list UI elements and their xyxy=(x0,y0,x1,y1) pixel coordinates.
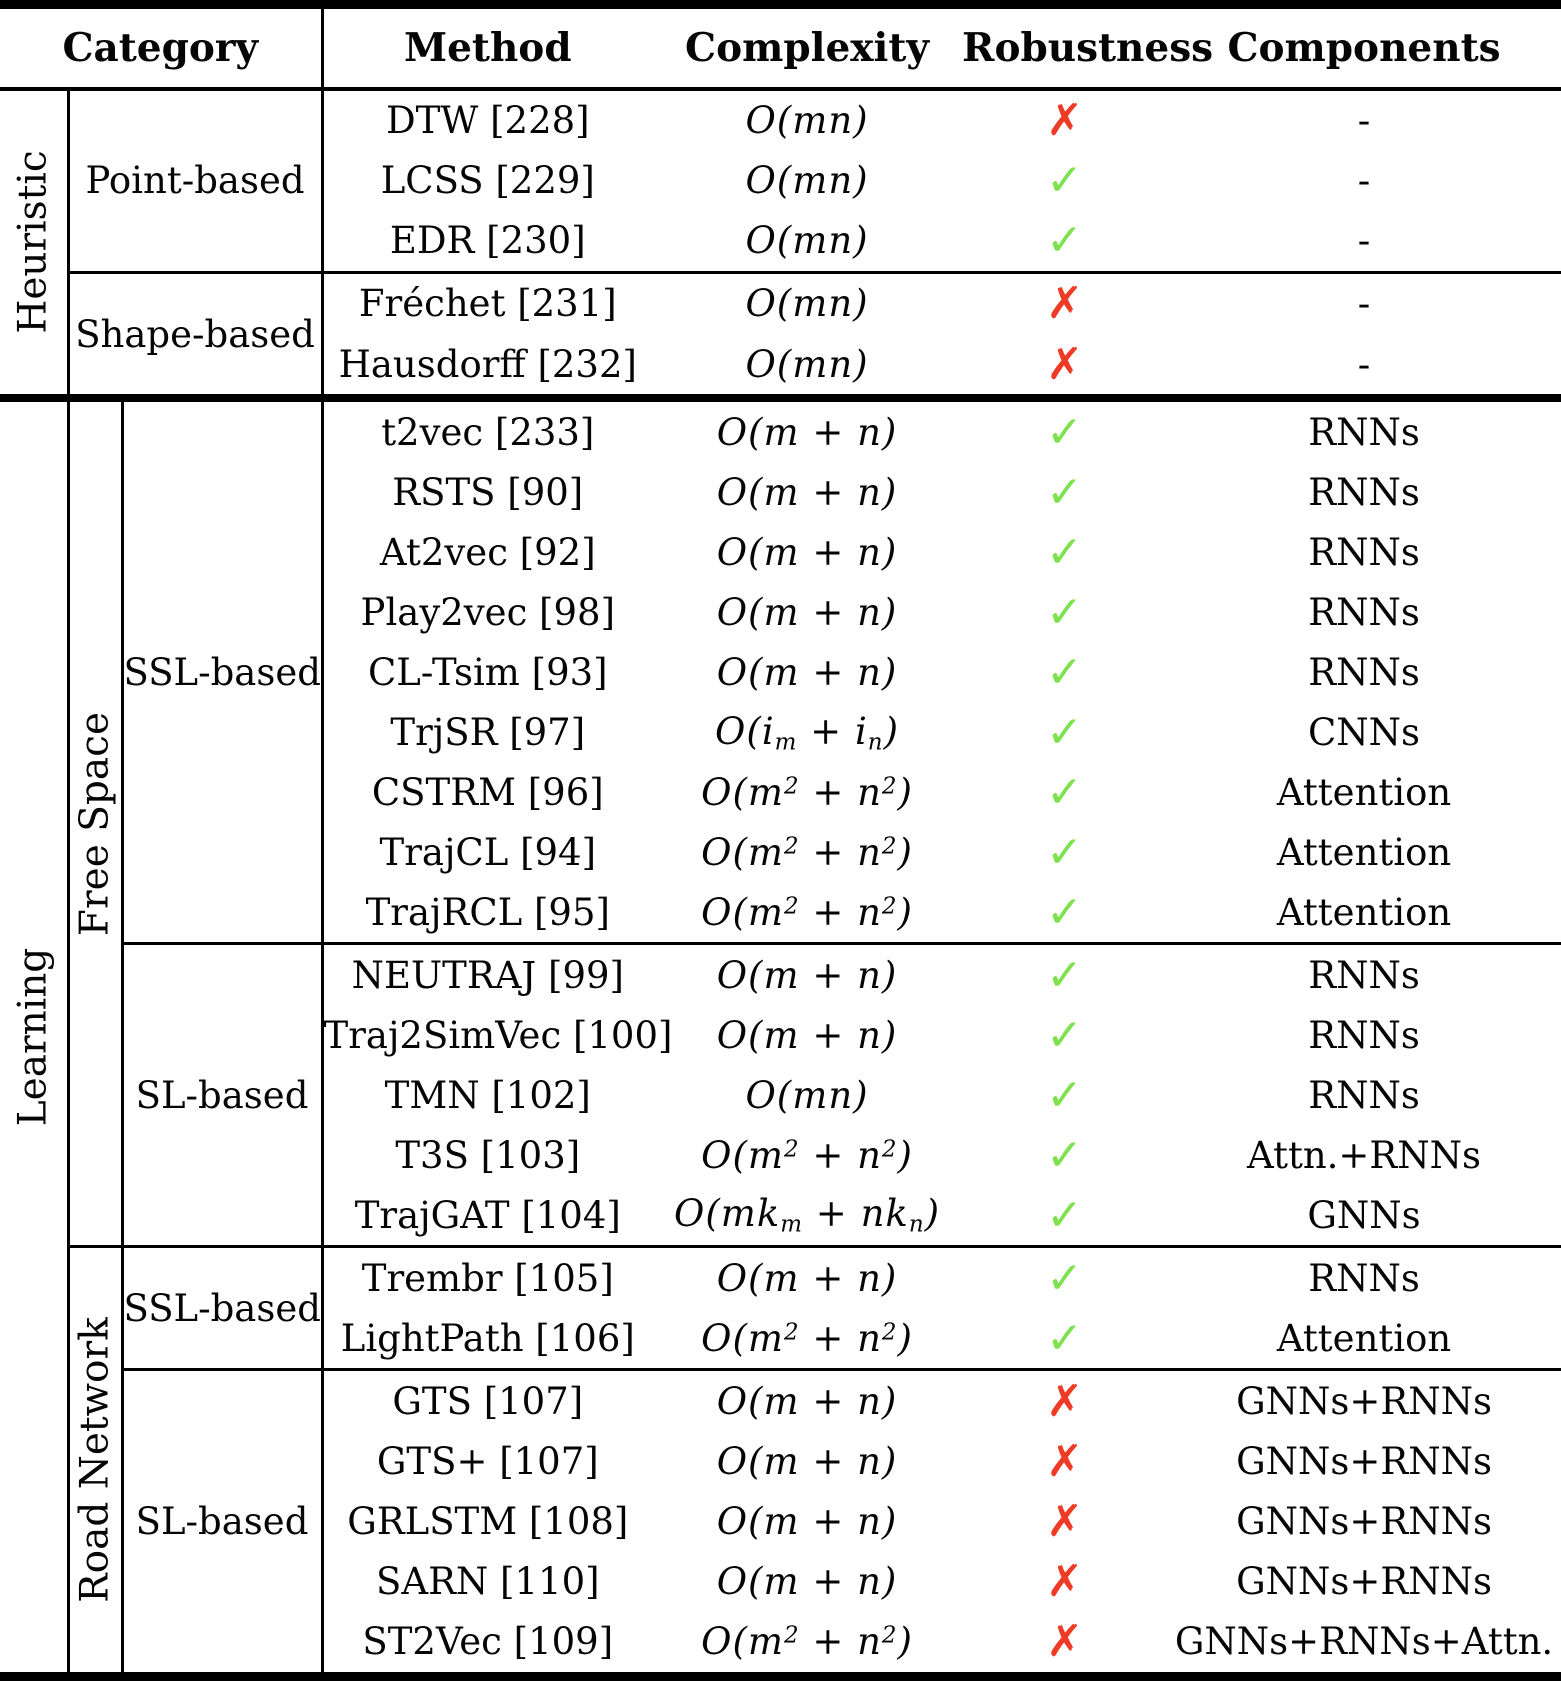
robustness-mark: ✓ xyxy=(1046,1009,1083,1061)
subgroup-sl-based-free-space: SL-based xyxy=(122,944,322,1247)
components-cell: - xyxy=(1357,99,1371,143)
complexity-cell: O(mn) xyxy=(745,159,869,203)
complexity-cell: $O(mk_m + nk_n)$ xyxy=(652,1185,962,1247)
rowgroup-learning xyxy=(0,398,68,1676)
method-cell: TrajGAT [104] xyxy=(322,1185,652,1247)
column-header-method: Method xyxy=(322,5,652,89)
method-cell: RSTS [90] xyxy=(392,471,584,515)
components-cell: GNNs+RNNs xyxy=(1236,1559,1492,1603)
method-cell: ST2Vec [109] xyxy=(362,1620,614,1664)
method-cell: DTW [228] xyxy=(385,99,590,143)
method-cell: At2vec [92] xyxy=(379,531,596,575)
table-row xyxy=(0,89,1561,151)
components-cell: Attn.+RNNs xyxy=(1247,1133,1482,1177)
table-row xyxy=(0,1247,1561,1309)
complexity-cell: $O(m^2 + n^2)$ xyxy=(652,1308,962,1370)
subgroup-sl-based-road-network: SL-based xyxy=(122,1370,322,1677)
components-cell: - xyxy=(1167,334,1561,399)
components-cell: GNNs+RNNs xyxy=(1236,1499,1492,1543)
robustness-mark: ✗ xyxy=(962,334,1167,399)
robustness-mark: ✗ xyxy=(1046,278,1083,330)
method-cell: NEUTRAJ [99] xyxy=(351,953,624,997)
complexity-cell: O(mn) xyxy=(745,1073,869,1117)
complexity-cell: O(m + n) xyxy=(716,651,898,695)
subgroup-ssl-based-road-network: SSL-based xyxy=(122,1247,322,1370)
column-header-category: Category xyxy=(0,5,322,89)
robustness-mark: ✓ xyxy=(1046,467,1083,519)
method-cell: Hausdorff [232] xyxy=(322,334,652,399)
components-cell: Attention xyxy=(1167,1308,1561,1370)
rowgroup-heuristic-label: Heuristic xyxy=(10,150,56,335)
complexity-cell: O(m + n) xyxy=(716,471,898,515)
components-cell: GNNs+RNNs xyxy=(1236,1380,1492,1424)
complexity-cell: $O(m^2 + n^2)$ xyxy=(701,1620,913,1664)
table-row xyxy=(0,1370,1561,1432)
complexity-cell: O(m + n) xyxy=(716,1499,898,1543)
robustness-mark: ✓ xyxy=(1046,407,1083,459)
complexity-cell: O(m + n) xyxy=(716,411,898,455)
robustness-mark: ✗ xyxy=(1046,1436,1083,1488)
robustness-mark: ✓ xyxy=(1046,1069,1083,1121)
complexity-cell: $O(m^2 + n^2)$ xyxy=(701,830,913,874)
components-cell: GNNs xyxy=(1167,1185,1561,1247)
components-cell: Attention xyxy=(1167,882,1561,944)
method-cell: Traj2SimVec [100] xyxy=(323,1013,673,1057)
robustness-mark: ✓ xyxy=(1046,587,1083,639)
rowgroup-road-network-label: Road Network xyxy=(72,1317,118,1603)
method-cell: TrjSR [97] xyxy=(390,710,586,754)
robustness-mark: ✓ xyxy=(962,211,1167,273)
components-cell: GNNs+RNNs xyxy=(1236,1440,1492,1484)
method-cell: Play2vec [98] xyxy=(360,591,616,635)
table-row xyxy=(0,398,1561,463)
components-cell: RNNs xyxy=(1308,471,1420,515)
method-cell: TrajRCL [95] xyxy=(322,882,652,944)
components-cell: - xyxy=(1167,211,1561,273)
rowgroup-road-network xyxy=(68,1247,122,1677)
complexity-cell: O(mn) xyxy=(745,282,869,326)
complexity-cell: $O(m^2 + n^2)$ xyxy=(652,882,962,944)
column-header-robustness: Robustness xyxy=(962,5,1167,89)
method-cell: LCSS [229] xyxy=(380,159,595,203)
components-cell: RNNs xyxy=(1308,1256,1420,1300)
method-cell: GTS+ [107] xyxy=(376,1440,599,1484)
method-cell: EDR [230] xyxy=(322,211,652,273)
header-row xyxy=(0,5,1561,89)
complexity-cell: O(m + n) xyxy=(716,1559,898,1603)
method-cell: LightPath [106] xyxy=(322,1308,652,1370)
complexity-cell: O(m + n) xyxy=(716,1380,898,1424)
method-cell: GTS [107] xyxy=(392,1380,584,1424)
subgroup-ssl-based-free-space: SSL-based xyxy=(122,398,322,943)
rowgroup-learning-label: Learning xyxy=(10,947,56,1127)
method-cell: GRLSTM [108] xyxy=(347,1499,629,1543)
robustness-mark: ✓ xyxy=(962,1308,1167,1370)
robustness-mark: ✗ xyxy=(1046,1376,1083,1428)
method-cell: Fréchet [231] xyxy=(358,282,617,326)
complexity-cell: O(m + n) xyxy=(716,953,898,997)
robustness-mark: ✓ xyxy=(1046,527,1083,579)
robustness-mark: ✓ xyxy=(1046,1252,1083,1304)
components-cell: RNNs xyxy=(1308,953,1420,997)
robustness-mark: ✓ xyxy=(1046,155,1083,207)
column-header-complexity: Complexity xyxy=(652,5,962,89)
complexity-cell: O(mn) xyxy=(652,211,962,273)
complexity-cell: $O(m^2 + n^2)$ xyxy=(701,1133,913,1177)
method-cell: TMN [102] xyxy=(384,1073,591,1117)
method-cell: t2vec [233] xyxy=(381,411,595,455)
robustness-mark: ✓ xyxy=(962,1185,1167,1247)
method-cell: CL-Tsim [93] xyxy=(367,651,608,695)
components-cell: RNNs xyxy=(1308,1073,1420,1117)
components-cell: RNNs xyxy=(1308,651,1420,695)
table-row xyxy=(0,944,1561,1006)
complexity-cell: O(m + n) xyxy=(716,591,898,635)
components-cell: RNNs xyxy=(1308,1013,1420,1057)
robustness-mark: ✗ xyxy=(1046,1616,1083,1668)
complexity-cell: $O(i_m + i_n)$ xyxy=(715,709,899,756)
table-header xyxy=(0,5,1561,89)
complexity-cell: O(m + n) xyxy=(716,1256,898,1300)
robustness-mark: ✓ xyxy=(1046,706,1083,758)
robustness-mark: ✓ xyxy=(1046,647,1083,699)
table-row xyxy=(0,272,1561,334)
method-cell: T3S [103] xyxy=(395,1133,581,1177)
components-cell: RNNs xyxy=(1308,531,1420,575)
components-cell: RNNs xyxy=(1308,591,1420,635)
complexity-cell: $O(m^2 + n^2)$ xyxy=(701,770,913,814)
complexity-cell: O(mn) xyxy=(652,334,962,399)
robustness-mark: ✗ xyxy=(1046,95,1083,147)
components-cell: GNNs+RNNs+Attn. xyxy=(1174,1620,1554,1664)
table-body xyxy=(0,89,1561,1677)
column-header-components: Components xyxy=(1167,5,1561,89)
rowgroup-free-space-label: Free Space xyxy=(72,711,118,936)
components-cell: - xyxy=(1357,282,1371,326)
subgroup-point-based: Point-based xyxy=(68,89,322,273)
robustness-mark: ✓ xyxy=(1046,1129,1083,1181)
robustness-mark: ✓ xyxy=(1046,826,1083,878)
robustness-mark: ✓ xyxy=(1046,766,1083,818)
components-cell: CNNs xyxy=(1308,710,1421,754)
robustness-mark: ✗ xyxy=(1046,1555,1083,1607)
subgroup-shape-based: Shape-based xyxy=(68,272,322,398)
complexity-cell: O(mn) xyxy=(745,99,869,143)
components-cell: Attention xyxy=(1276,770,1452,814)
robustness-mark: ✓ xyxy=(1046,949,1083,1001)
method-cell: TrajCL [94] xyxy=(379,830,597,874)
rowgroup-heuristic xyxy=(0,89,68,399)
robustness-mark: ✗ xyxy=(1046,1495,1083,1547)
method-cell: Trembr [105] xyxy=(361,1256,614,1300)
rowgroup-free-space xyxy=(68,398,122,1246)
method-cell: CSTRM [96] xyxy=(371,770,604,814)
complexity-cell: O(m + n) xyxy=(716,1013,898,1057)
complexity-cell: O(m + n) xyxy=(716,531,898,575)
components-cell: - xyxy=(1357,159,1371,203)
components-cell: RNNs xyxy=(1308,411,1420,455)
method-cell: SARN [110] xyxy=(376,1559,600,1603)
components-cell: Attention xyxy=(1276,830,1452,874)
complexity-cell: O(m + n) xyxy=(716,1440,898,1484)
robustness-mark: ✓ xyxy=(962,882,1167,944)
